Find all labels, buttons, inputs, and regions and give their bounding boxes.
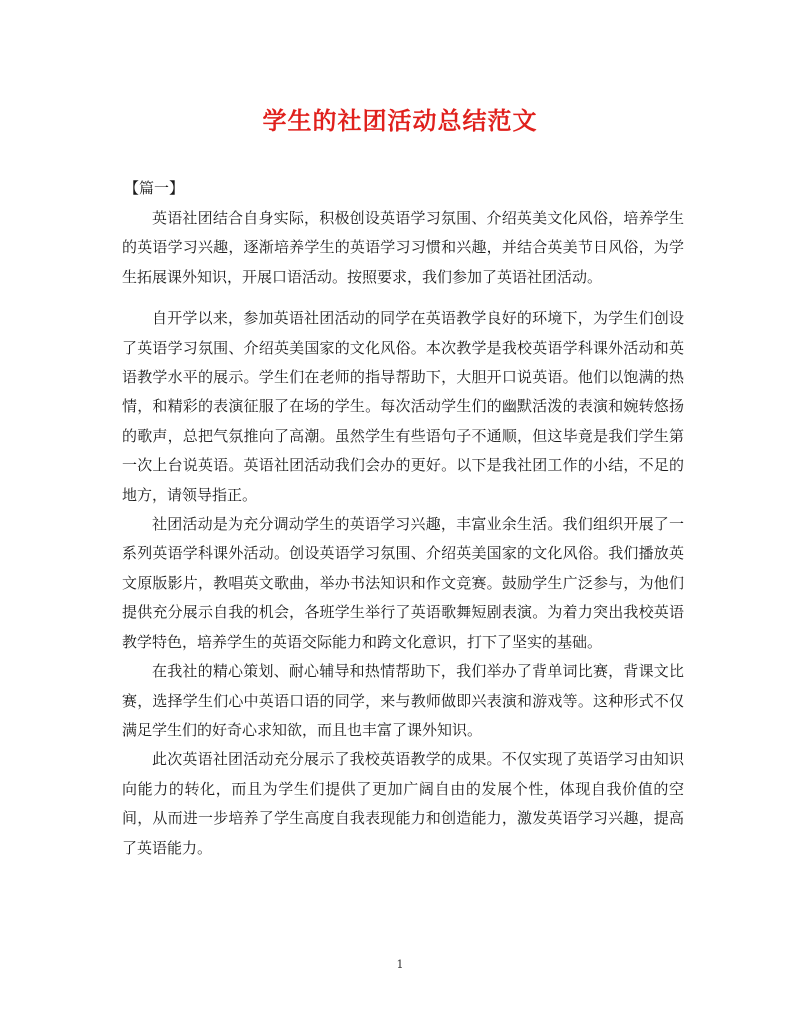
paragraph-1: 英语社团结合自身实际，积极创设英语学习氛围、介绍英美文化风俗，培养学生的英语学习兴趣，逐渐培养学生的英语学习习惯和兴趣，并结合英美节日风俗，为学生拓展课外知识，开展口语活动。按照要求，我们参加了英语社团活动。 <box>122 209 684 286</box>
paragraph-2: 自开学以来，参加英语社团活动的同学在英语教学良好的环境下，为学生们创设了英语学习氛围、介绍英美国家的文化风俗。本次教学是我校英语学科课外活动和英语教学水平的展示。学生们在老师的指导帮助下，大胆开口说英语。他们以饱满的热情，和精彩的表演征服了在场的学生。每次活动学生们的幽默活泼的表演和婉转悠扬的歌声，总把气氛推向了高潮。虽然学生有些语句子不通顺，但这毕竟是我们学生第一次上台说英语。英语社团活动我们会办的更好。以下是我社团工作的小结，不足的地方，请领导指正。 <box>122 309 684 504</box>
paragraph-3: 社团活动是为充分调动学生的英语学习兴趣，丰富业余生活。我们组织开展了一系列英语学科课外活动。创设英语学习氛围、介绍英美国家的文化风俗。我们播放英文原版影片，教唱英文歌曲，举办书法知识和作文竞赛。鼓励学生广泛参与，为他们提供充分展示自我的机会，各班学生举行了英语歌舞短剧表演。为着力突出我校英语教学特色，培养学生的英语交际能力和跨文化意识，打下了坚实的基础。 <box>122 515 684 651</box>
paragraph-5: 此次英语社团活动充分展示了我校英语教学的成果。不仅实现了英语学习由知识向能力的转化，而且为学生们提供了更加广阔自由的发展个性，体现自我价值的空间，从而进一步培养了学生高度自我表现能力和创造能力，激发英语学习兴趣，提高了英语能力。 <box>122 750 684 857</box>
document-body <box>122 172 684 863</box>
page-number: 1 <box>396 958 404 971</box>
document-title: 学生的社团活动总结范文 <box>262 106 538 135</box>
paragraph-4: 在我社的精心策划、耐心辅导和热情帮助下，我们举办了背单词比赛，背课文比赛，选择学生们心中英语口语的同学，来与教师做即兴表演和游戏等。这种形式不仅满足学生们的好奇心求知欲，而且也丰富了课外知识。 <box>122 662 684 739</box>
section-label: 【篇一】 <box>124 179 185 197</box>
